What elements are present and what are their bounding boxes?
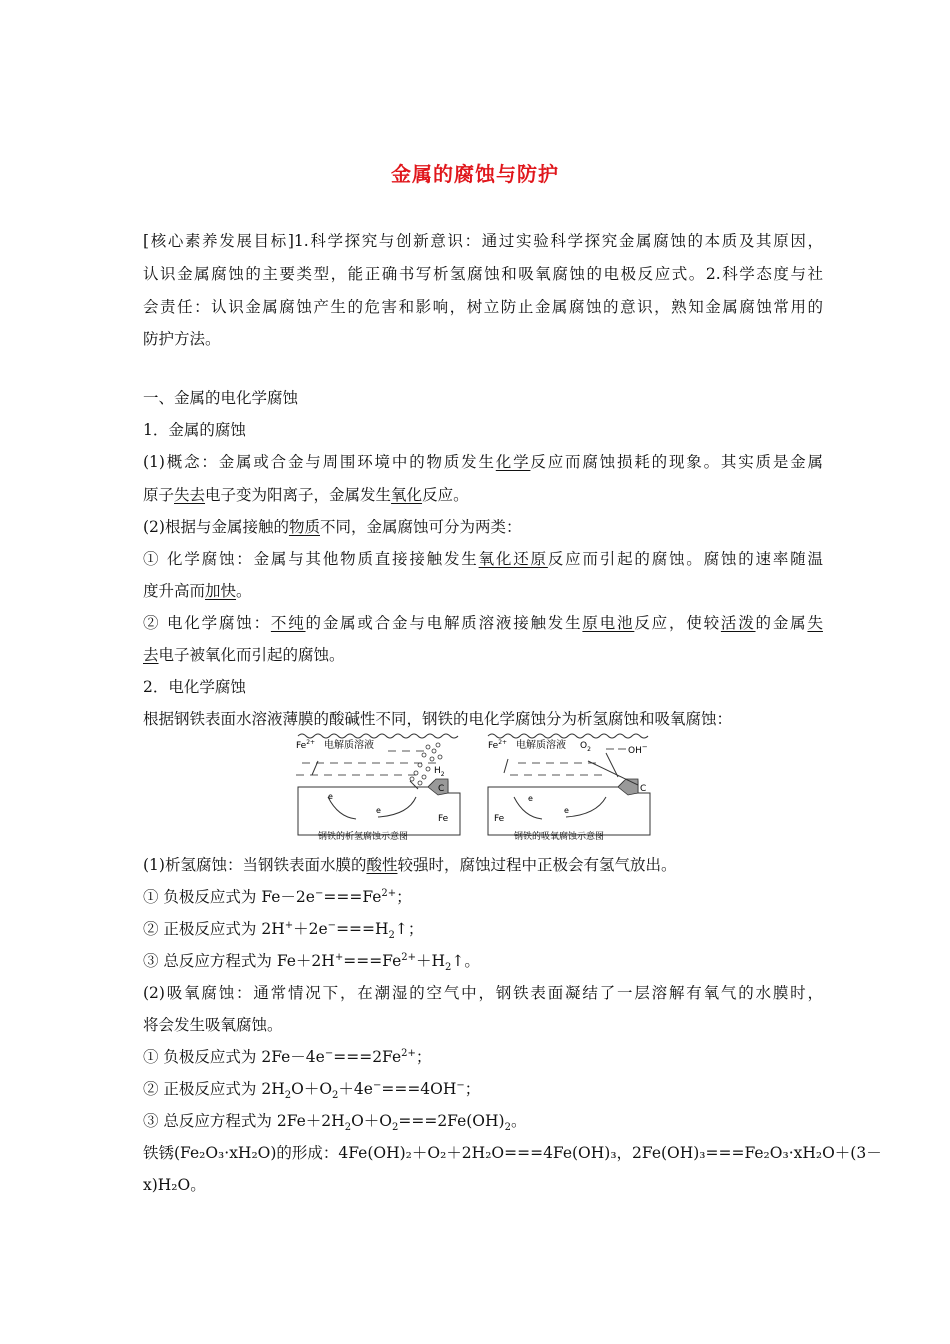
oxygen-corrosion-diagram: [488, 734, 650, 842]
concept-line-2: [143, 485, 823, 505]
text-run: ③ 总反应方程式为 Fe＋2H: [143, 952, 335, 970]
blank-answer: 氧化还原: [478, 550, 548, 568]
hydrogen-corrosion-diagram: [296, 734, 460, 842]
label-sup: 2+: [306, 739, 316, 746]
blank-answer: 去: [143, 646, 159, 664]
label-sub: 2: [587, 746, 591, 753]
blank-answer: 加快: [205, 582, 237, 600]
electron-label: e: [528, 794, 533, 803]
hydrogen-total-reaction: ③ 总反应方程式为 $Fe+2H^+===Fe^{2+}+H_2↑$。: [143, 951, 480, 974]
blank-answer: 失: [807, 614, 823, 632]
electron-label: e: [564, 806, 569, 815]
hydrogen-negative-electrode: ① 负极反应式为 $Fe-2e^-===Fe^{2+}$；: [143, 887, 412, 906]
subsection-1: 1．金属的腐蚀: [143, 421, 246, 439]
hydroxide-label: OH−: [628, 743, 648, 756]
text-run: 不同，金属腐蚀可分为两类：: [319, 518, 522, 536]
text-run: 反应而引起的腐蚀。腐蚀的速率随温: [547, 550, 823, 568]
carbon-label: C: [438, 784, 445, 794]
text-run: 反应而腐蚀损耗的现象。其实质是金属: [530, 453, 823, 471]
label-text: O: [580, 741, 588, 751]
text-run: 的金属或合金与电解质溶液接触发生: [305, 614, 583, 632]
subsection-2: 2．电化学腐蚀: [143, 678, 246, 696]
fe-ion-label: [296, 739, 315, 751]
electro-corrosion-line-2: [143, 645, 823, 665]
iron-label: Fe: [494, 814, 505, 824]
rust-formation-line-1: 铁锈(Fe₂O₃·xH₂O)的形成：4Fe(OH)₂＋O₂＋2H₂O===4Fe(OH)₃，2Fe(OH)₃===Fe₂O₃·xH₂O＋(3－: [143, 1144, 882, 1162]
oxygen-positive-electrode: ② 正极反应式为 $2H_2O+O_2+4e^-===4OH^-$；: [143, 1079, 481, 1102]
oxygen-negative-electrode: ① 负极反应式为 $2Fe-4e^-===2Fe^{2+}$；: [143, 1047, 432, 1066]
text-run: ===H: [336, 920, 389, 938]
text-run: 电子变为阳离子，金属发生: [205, 486, 392, 504]
text-run: ② 正极反应式为 2H: [143, 920, 285, 938]
text-run: O＋O: [291, 1080, 333, 1098]
hydrogen-positive-electrode: ② 正极反应式为 $2H^++2e^-===H_2↑$；: [143, 919, 424, 942]
rust-formation-line-2: x)H₂O。: [143, 1176, 206, 1194]
chemical-corrosion-line-1: [143, 549, 823, 569]
text-run: ===Fe: [343, 952, 402, 970]
goals-line-3: 会责任：认识金属腐蚀产生的危害和影响，树立防止金属腐蚀的意识，熟知金属腐蚀常用的: [143, 298, 823, 316]
text-run: ===4OH: [381, 1080, 457, 1098]
label-text: OH: [628, 746, 642, 756]
figure-caption: 钢铁的吸氧腐蚀示意图: [514, 832, 605, 842]
text-run: ③ 总反应方程式为 2Fe＋2H: [143, 1112, 345, 1130]
blank-answer: 化学: [495, 453, 531, 471]
classification-line: [143, 517, 823, 537]
fe-ion-label: [488, 739, 507, 751]
text-run: (1)概念：金属或合金与周围环境中的物质发生: [143, 453, 496, 471]
hydrogen-intro: [143, 855, 823, 875]
blank-answer: 原电池: [582, 614, 635, 632]
text-run: 的金属: [755, 614, 808, 632]
text-run: ① 化学腐蚀：金属与其他物质直接接触发生: [143, 550, 479, 568]
text-run: ① 负极反应式为 2Fe－4e: [143, 1048, 325, 1066]
label-text: Fe: [488, 741, 499, 751]
solution-label: 电解质溶液: [324, 740, 374, 751]
text-run: ===Fe: [323, 888, 382, 906]
electron-label: e: [328, 792, 333, 801]
blank-answer: 酸性: [366, 856, 398, 874]
label-sub: 2: [440, 771, 445, 778]
solution-label: 电解质溶液: [516, 740, 566, 751]
blank-answer: 活泼: [720, 614, 756, 632]
iron-label: Fe: [438, 814, 449, 824]
text-run: ===2Fe(OH): [398, 1112, 505, 1130]
text-run: 原子: [143, 486, 175, 504]
corrosion-intro: 根据钢铁表面水溶液薄膜的酸碱性不同，钢铁的电化学腐蚀分为析氢腐蚀和吸氧腐蚀：: [143, 710, 733, 728]
text-run: 度升高而: [143, 582, 206, 600]
concept-line-1: [143, 452, 823, 472]
text-run: 较强时，腐蚀过程中正极会有氢气放出。: [397, 856, 677, 874]
electron-label: e: [376, 806, 381, 815]
blank-answer: 氧化: [391, 486, 423, 504]
chemical-corrosion-line-2: [143, 581, 823, 601]
text-run: 。: [236, 582, 252, 600]
goals-line-1: [143, 231, 823, 251]
text-run: ＋H: [416, 952, 446, 970]
text-run: 电子被氧化而引起的腐蚀。: [158, 646, 345, 664]
text-run: ② 正极反应式为 2H: [143, 1080, 285, 1098]
text-run: ① 负极反应式为 Fe－2e: [143, 888, 315, 906]
text-run: 反应。: [422, 486, 469, 504]
blank-answer: 不纯: [270, 614, 306, 632]
text-run: ===2Fe: [333, 1048, 402, 1066]
text-run: ＋4e: [338, 1080, 373, 1098]
oxygen-intro-line-1: (2)吸氧腐蚀：通常情况下，在潮湿的空气中，钢铁表面凝结了一层溶解有氧气的水膜时，: [143, 984, 823, 1002]
figure-caption: 钢铁的析氢腐蚀示意图: [318, 832, 409, 842]
text-run: O＋O: [351, 1112, 392, 1130]
text-run: ② 电化学腐蚀：: [143, 614, 271, 632]
oxygen-intro-line-2: 将会发生吸氧腐蚀。: [143, 1016, 283, 1034]
corrosion-diagrams: [288, 731, 658, 843]
blank-answer: 物质: [288, 518, 320, 536]
goals-text-1: 1.科学探究与创新意识：通过实验科学探究金属腐蚀的本质及其原因，: [293, 232, 823, 250]
page-title: 金属的腐蚀与防护: [391, 162, 559, 186]
section-heading: 一、金属的电化学腐蚀: [143, 389, 299, 407]
goals-line-2: 认识金属腐蚀的主要类型，能正确书写析氢腐蚀和吸氧腐蚀的电极反应式。2.科学态度与社: [143, 265, 823, 283]
text-run: (1)析氢腐蚀：当钢铁表面水膜的: [143, 856, 367, 874]
label-sup: 2+: [498, 739, 508, 746]
electro-corrosion-line-1: [143, 613, 823, 633]
goals-line-4: 防护方法。: [143, 330, 221, 348]
label-text: Fe: [296, 741, 307, 751]
text-run: 反应，使较: [634, 614, 721, 632]
goals-tag: [核心素养发展目标]: [143, 232, 294, 250]
label-text: H: [434, 766, 441, 776]
oxygen-label: [580, 741, 591, 753]
text-run: ＋2e: [293, 920, 328, 938]
oxygen-total-reaction: ③ 总反应方程式为 $2Fe+2H_2O+O_2===2Fe(OH)_2$。: [143, 1112, 527, 1134]
hydrogen-label: [434, 766, 445, 778]
text-run: (2)根据与金属接触的: [143, 518, 289, 536]
carbon-label: C: [640, 784, 647, 794]
blank-answer: 失去: [174, 486, 206, 504]
